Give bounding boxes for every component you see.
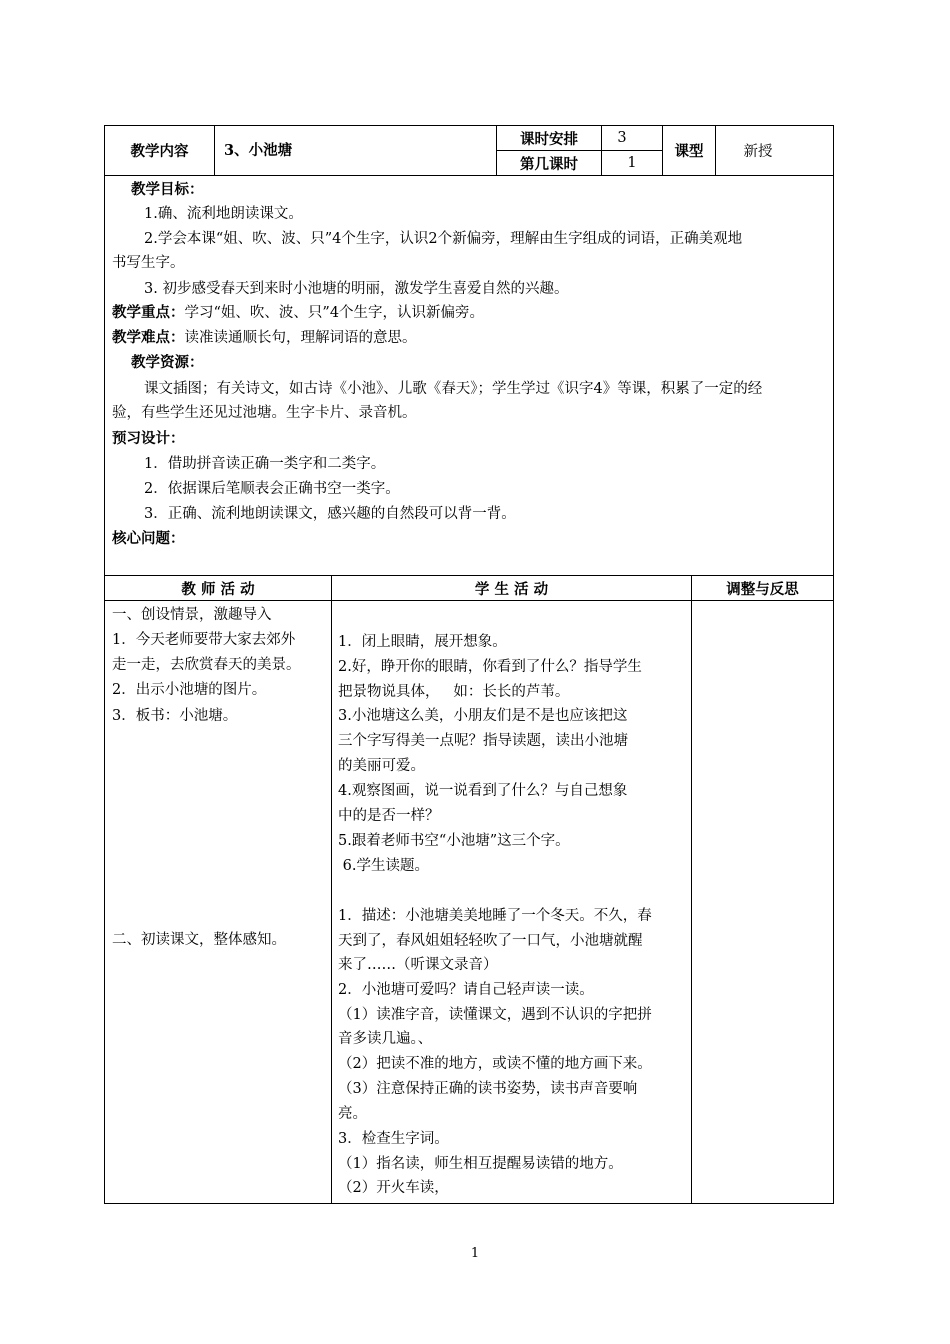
objectives-title: 教学目标： — [131, 181, 204, 198]
student-part2-line-11: （1）指名读，师生相互提醒易读错的地方。 — [338, 1156, 623, 1172]
student-line-3: 把景物说具体， 如：长长的芦苇。 — [338, 684, 570, 700]
key-points-label: 教学重点： — [112, 304, 185, 321]
resources-line-1: 课文插图；有关诗文，如古诗《小池》、儿歌《春天》；学生学过《识字4》等课，积累了一定的经 — [144, 381, 763, 397]
teacher-line-1: 一、创设情景，激趣导入 — [112, 607, 272, 623]
student-part2-line-8: （3）注意保持正确的读书姿势，读书声音要响 — [338, 1081, 638, 1097]
student-line-1: 1．闭上眼睛，展开想象。 — [338, 634, 507, 650]
student-part2-line-5: （1）读准字音，读懂课文，遇到不认识的字把拼 — [338, 1007, 652, 1023]
resources-label: 教学资源： — [131, 354, 204, 371]
difficulty-label: 教学难点： — [112, 329, 185, 346]
difficulty-text: 读准读通顺长句，理解词语的意思。 — [184, 330, 417, 346]
student-line-6: 的美丽可爱。 — [338, 758, 425, 774]
core-question-label: 核心问题： — [112, 530, 185, 547]
objective-3: 3. 初步感受春天到来时小池塘的明丽，激发学生喜爱自然的兴趣。 — [144, 281, 569, 297]
student-part2-line-2: 天到了，春风姐姐轻轻吹了一口气，小池塘就醒 — [338, 933, 643, 949]
student-part2-line-9: 亮。 — [338, 1106, 367, 1122]
objective-2: 2.学会本课“姐、吹、波、只”4个生字，认识2个新偏旁，理解由生字组成的词语，正确美观地 — [144, 231, 743, 247]
label-schedule: 课时安排 — [520, 130, 578, 148]
schedule-value: 3 — [617, 130, 627, 146]
label-teaching-content: 教学内容 — [130, 143, 189, 160]
preview-item-3: 3．正确、流利地朗读课文，感兴趣的自然段可以背一背。 — [144, 506, 516, 522]
key-points — [112, 301, 484, 325]
preview-item-1: 1．借助拼音读正确一类字和二类字。 — [144, 456, 386, 472]
student-line-2: 2.好，睁开你的眼睛，你看到了什么？指导学生 — [338, 659, 642, 675]
student-part2-line-1: 1．描述：小池塘美美地睡了一个冬天。不久，春 — [338, 908, 652, 924]
lesson-type-value: 新授 — [743, 144, 773, 160]
teacher-line-5: 3．板书：小池塘。 — [112, 708, 238, 724]
difficulty — [112, 326, 417, 350]
preview-label: 预习设计： — [112, 430, 185, 447]
student-part2-line-4: 2．小池塘可爱吗？请自己轻声读一读。 — [338, 982, 594, 998]
student-line-9: 5.跟着老师书空“小池塘”这三个字。 — [338, 833, 570, 849]
teacher-section-2: 二、初读课文，整体感知。 — [112, 932, 286, 948]
objective-1: 1.确、流利地朗读课文。 — [144, 206, 303, 222]
header-student-activity: 学 生 活 动 — [474, 580, 549, 598]
student-part2-line-12: （2）开火车读， — [338, 1180, 449, 1196]
teacher-line-2: 1．今天老师要带大家去郊外 — [112, 632, 296, 648]
student-line-7: 4.观察图画，说一说看到了什么？与自己想象 — [338, 783, 628, 799]
header-reflection: 调整与反思 — [726, 580, 799, 598]
preview-item-2: 2．依据课后笔顺表会正确书空一类字。 — [144, 481, 400, 497]
label-lesson-type: 课型 — [674, 143, 704, 160]
teacher-line-4: 2．出示小池塘的图片。 — [112, 682, 267, 698]
teacher-line-3: 走一走，去欣赏春天的美景。 — [112, 657, 301, 673]
label-period: 第几课时 — [520, 155, 578, 173]
student-line-5: 三个字写得美一点呢？指导读题，读出小池塘 — [338, 733, 628, 749]
page-number: 1 — [470, 1246, 480, 1261]
period-value: 1 — [627, 155, 637, 171]
student-part2-line-6: 音多读几遍。、 — [338, 1031, 433, 1047]
key-points-text: 学习“姐、吹、波、只”4个生字，认识新偏旁。 — [184, 305, 485, 321]
student-part2-line-7: （2）把读不准的地方，或读不懂的地方画下来。 — [338, 1056, 652, 1072]
resources-line-2: 验，有些学生还见过池塘。生字卡片、录音机。 — [112, 405, 417, 421]
lesson-title: 3、小池塘 — [224, 142, 293, 159]
objective-2-cont: 书写生字。 — [112, 255, 185, 271]
student-part2-line-3: 来了……（听课文录音） — [338, 957, 498, 973]
header-teacher-activity: 教 师 活 动 — [181, 580, 255, 598]
student-line-4: 3.小池塘这么美，小朋友们是不是也应该把这 — [338, 708, 628, 724]
student-part2-line-10: 3．检查生字词。 — [338, 1131, 449, 1147]
student-line-8: 中的是否一样？ — [338, 808, 440, 824]
student-line-10: 6.学生读题。 — [338, 858, 429, 874]
